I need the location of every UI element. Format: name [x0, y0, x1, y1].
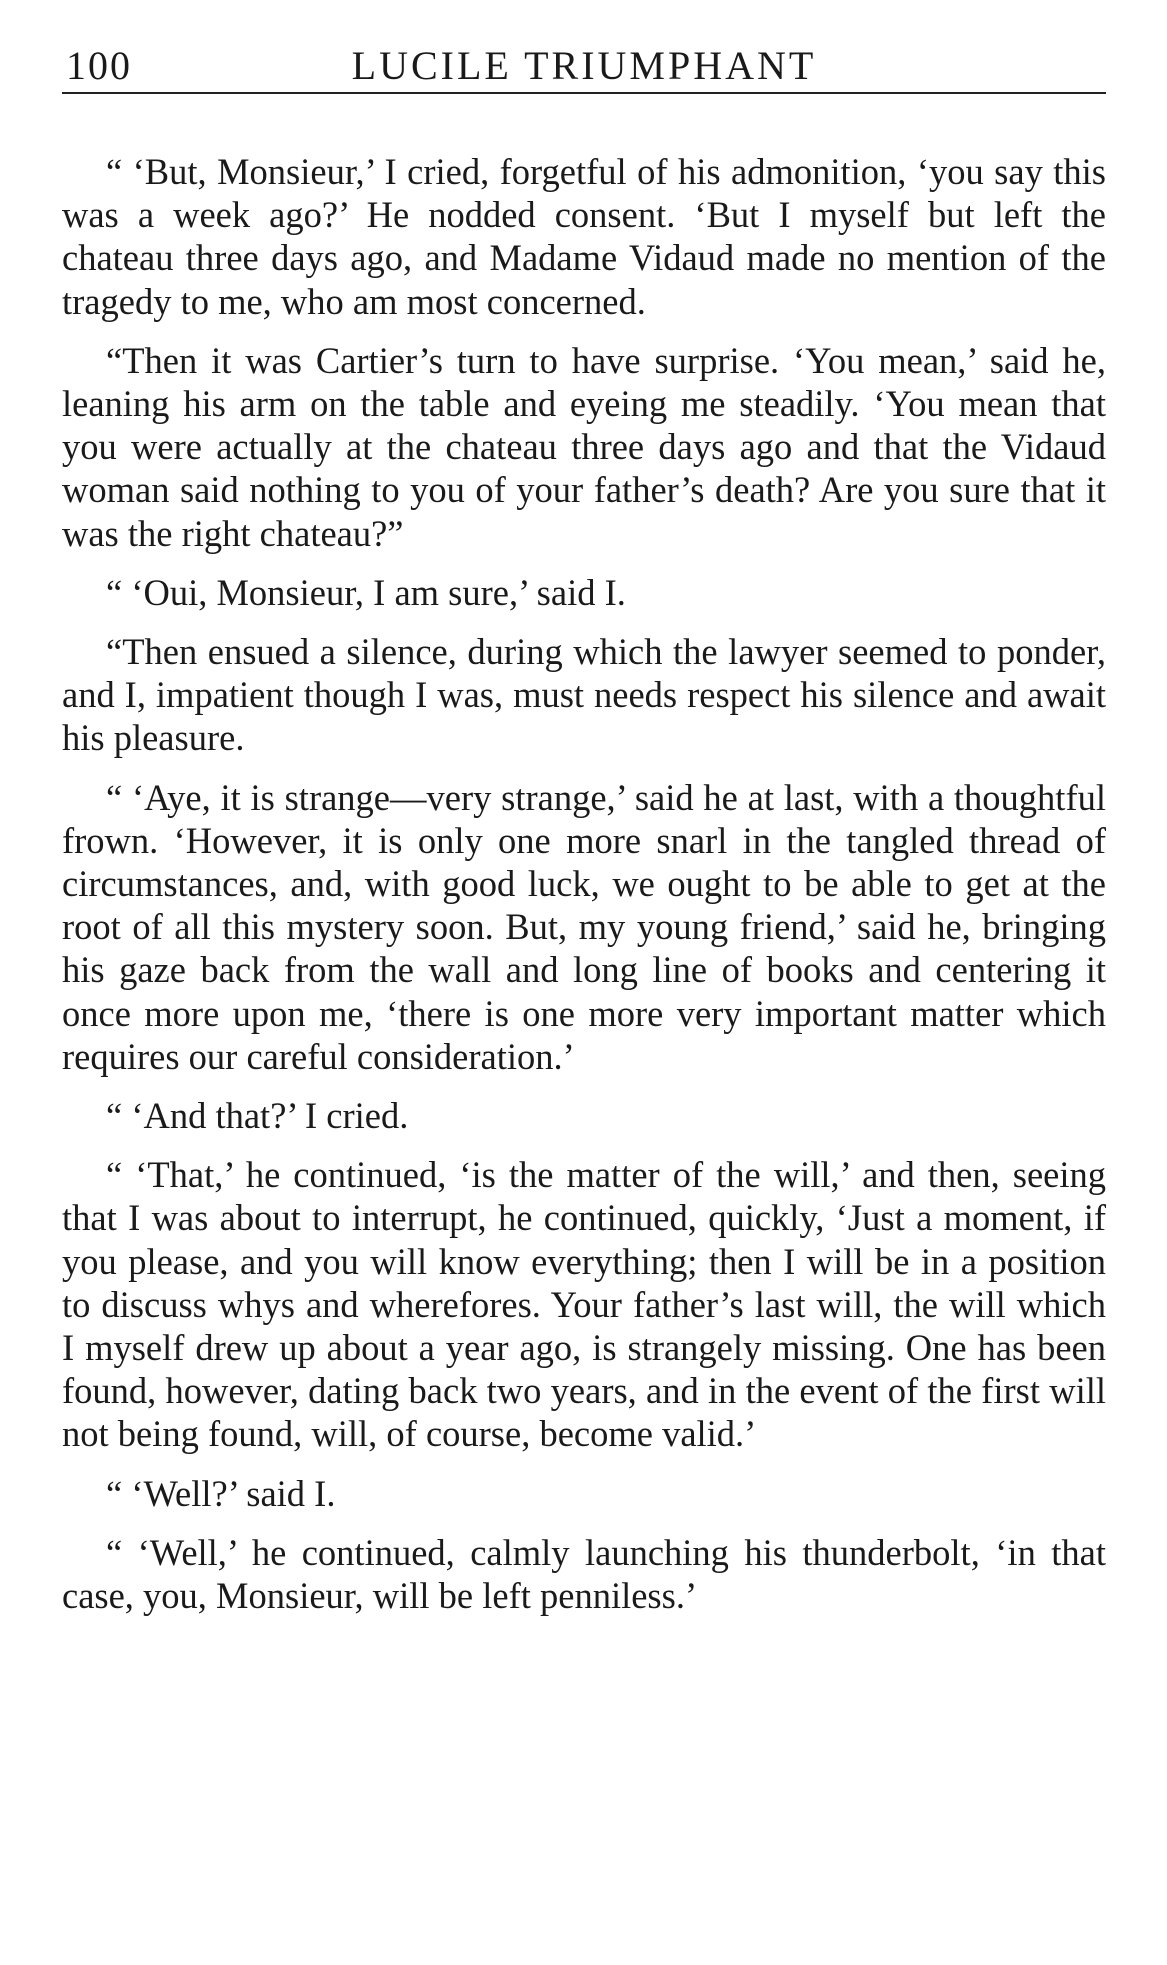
paragraph-3: “ ‘Oui, Monsieur, I am sure,’ said I. — [106, 571, 626, 613]
paragraph-7: “ ‘That,’ he continued, ‘is the matter of the will,’ and then, seeing that I was about to interrupt, he continued, quickly, ‘Just a moment, if you please, and you will know everything; then I will be in a position to discuss whys and wherefores. Your father’s last will, the will which I myself drew up about a year ago, is strangely missing. One has been found, however, dating back two years, and in the event of the first will not being found, will, of course, become valid.’ — [62, 1154, 1106, 1455]
running-head — [62, 40, 1106, 94]
paragraph-2: “Then it was Cartier’s turn to have surprise. ‘You mean,’ said he, leaning his arm on the table and eyeing me steadily. ‘You mean that you were actually at the chateau three days ago and that the Vidaud woman said nothing to you of your father’s death? Are you sure that it was the right chateau?” — [62, 339, 1106, 554]
running-title: LUCILE TRIUMPHANT — [351, 43, 817, 88]
paragraph-6: “ ‘And that?’ I cried. — [106, 1095, 409, 1137]
paragraph-5: “ ‘Aye, it is strange—very strange,’ said he at last, with a thoughtful frown. ‘However, it is only one more snarl in the tangled thread of circumstances, and, with good luck, we ought to be able to get at the root of all this mystery soon. But, my young friend,’ said he, bringing his gaze back from the wall and long line of books and centering it once more upon me, ‘there is one more very important matter which requires our careful consideration.’ — [62, 776, 1106, 1077]
body-text — [62, 150, 1106, 1617]
paragraph-4: “Then ensued a silence, during which the lawyer seemed to ponder, and I, impatient though I was, must needs respect his silence and await his pleasure. — [62, 631, 1106, 759]
page-number: 100 — [66, 43, 132, 88]
book-page — [62, 40, 1106, 1633]
paragraph-9: “ ‘Well,’ he continued, calmly launching his thunderbolt, ‘in that case, you, Monsieur, will be left penniless.’ — [62, 1531, 1106, 1617]
paragraph-1: “ ‘But, Monsieur,’ I cried, forgetful of his admonition, ‘you say this was a week ago?’ He nodded consent. ‘But I myself but left the chateau three days ago, and Madame Vidaud made no mention of the tragedy to me, who am most concerned. — [62, 151, 1106, 322]
paragraph-8: “ ‘Well?’ said I. — [106, 1472, 336, 1514]
